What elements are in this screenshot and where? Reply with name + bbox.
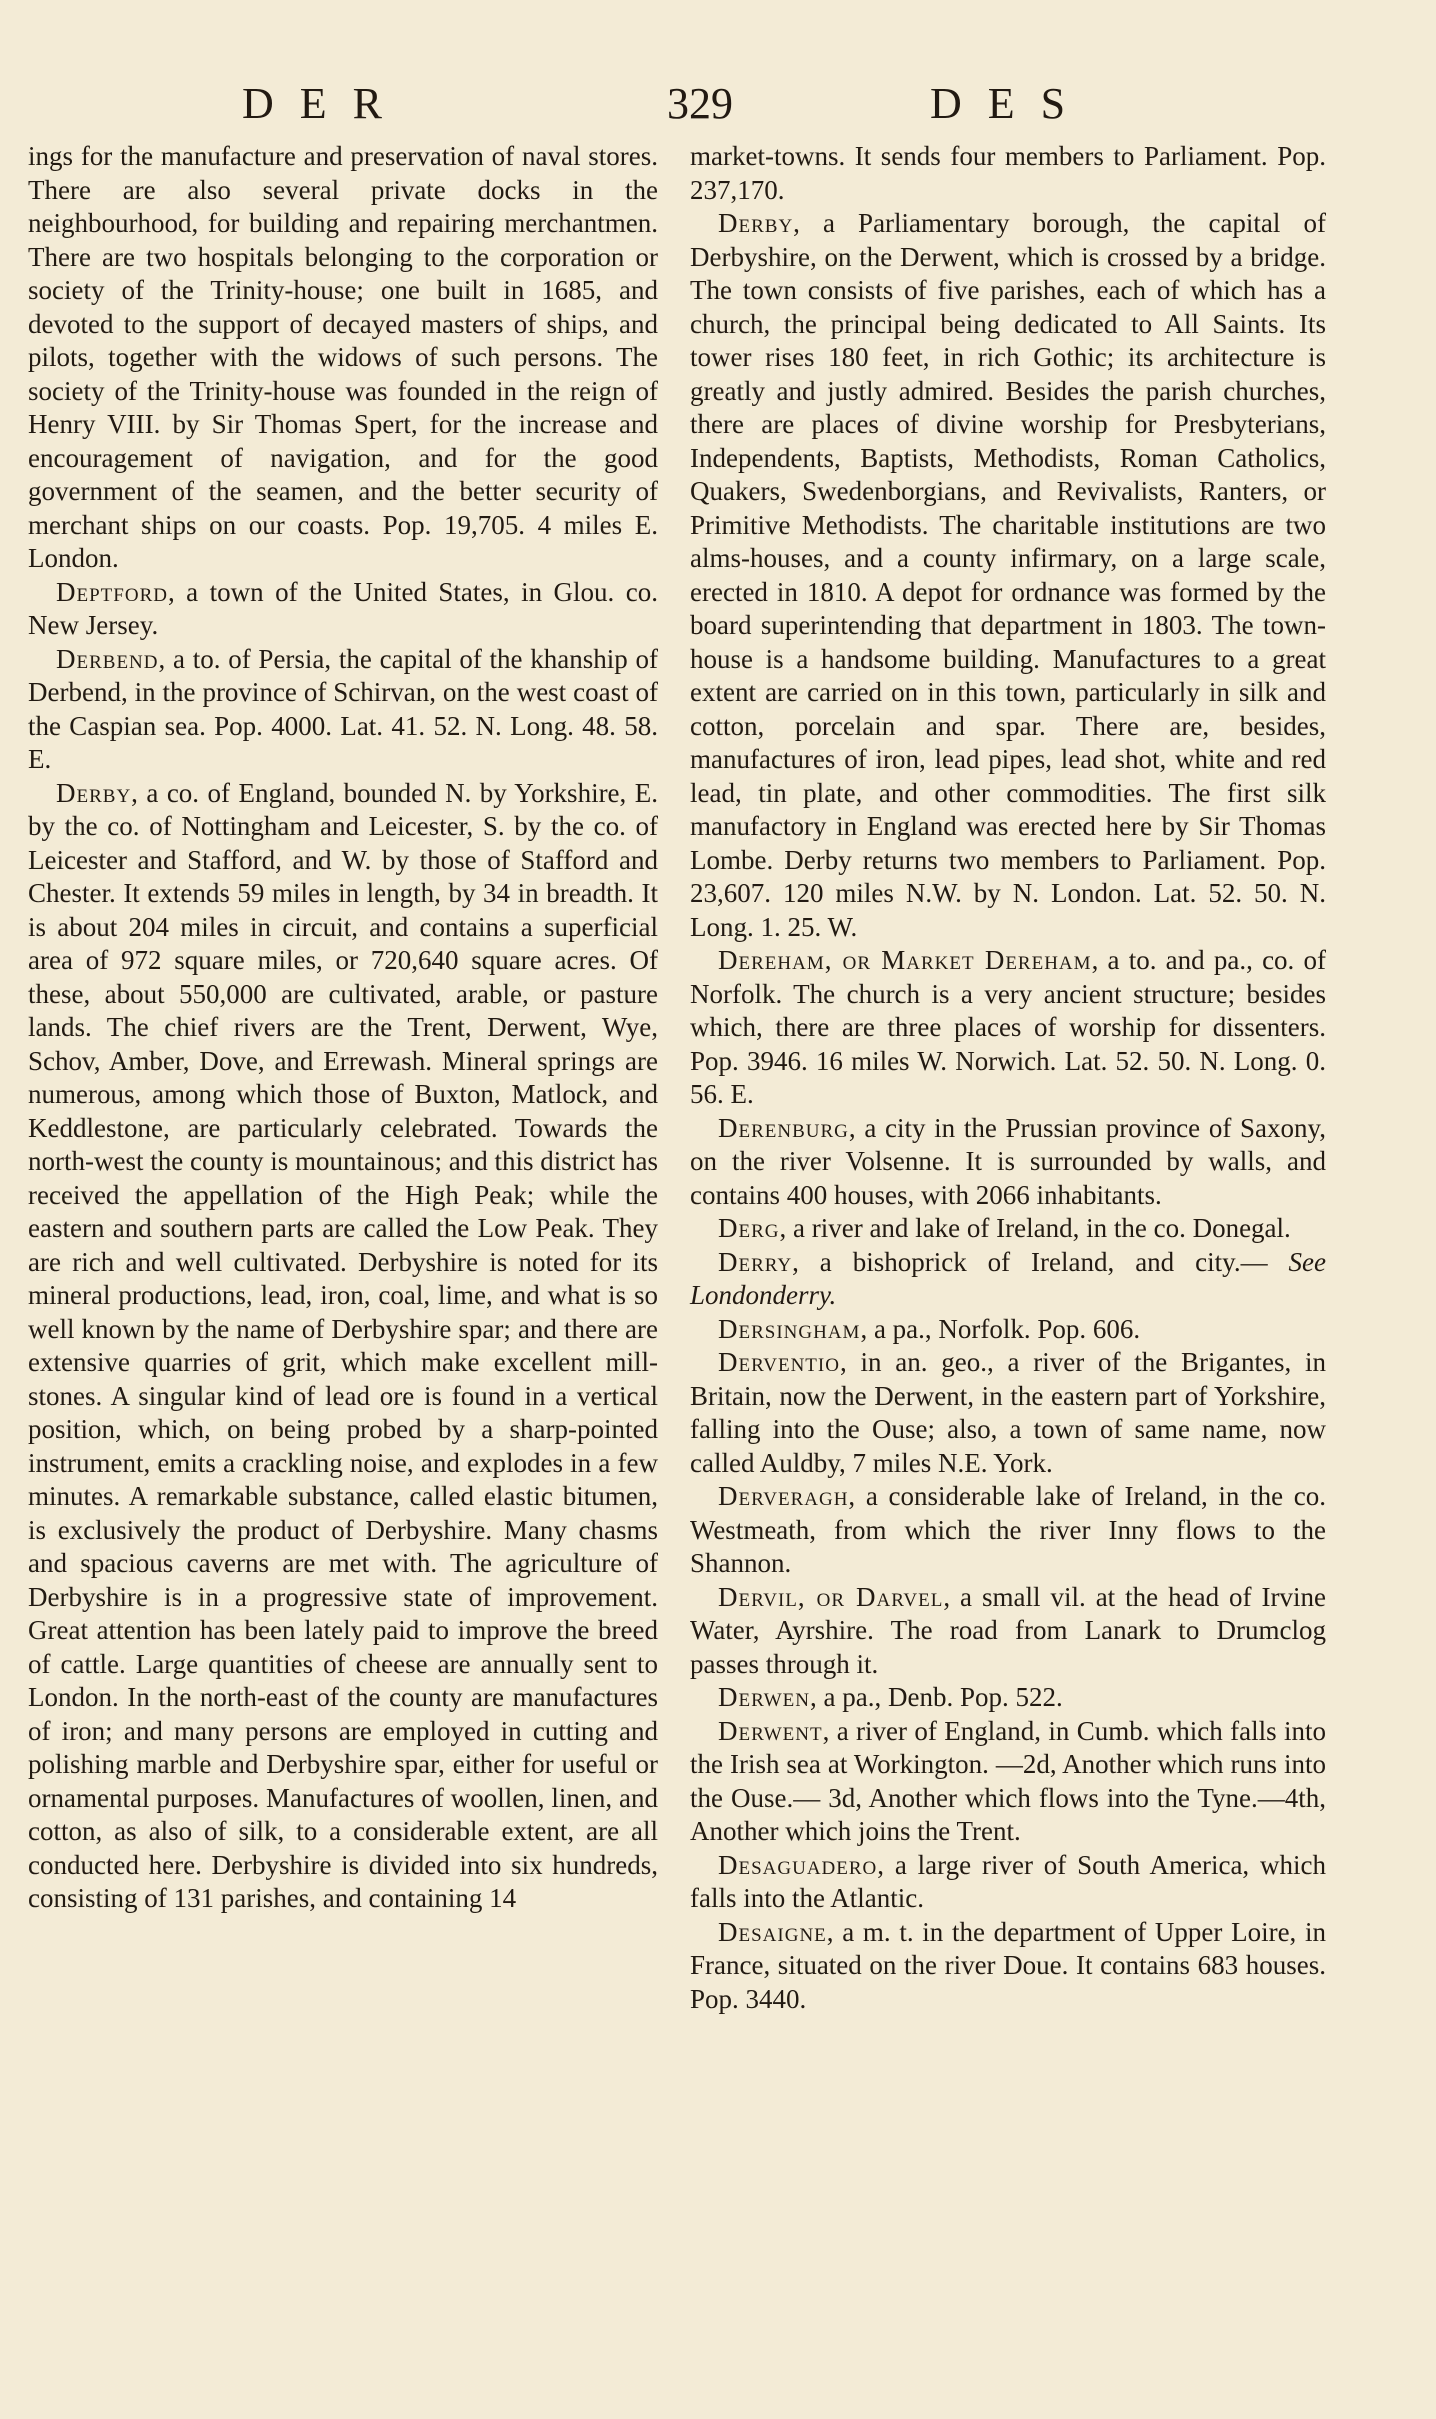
entry: [690, 1346, 1326, 1480]
entry-headword: Derby: [718, 208, 794, 238]
entry-headword: Derg: [718, 1213, 780, 1243]
entry-text: , a to. of Persia, the capital of the khanship of Derbend, in the province of Schirvan, on the west coast of the Caspian sea. Pop. 4000. Lat. 41. 52. N. Long. 48. 58. E.: [28, 643, 658, 774]
entry-headword: Dereham, or Market Dereham: [718, 945, 1092, 975]
cross-reference: See Londonderry.: [690, 1246, 1326, 1310]
entry: [28, 576, 658, 643]
entry-headword: Derbend: [56, 643, 159, 674]
entry-text: , a river and lake of Ireland, in the co. Donegal.: [779, 1213, 1291, 1243]
entry: [28, 643, 658, 777]
entry: [690, 1715, 1326, 1849]
entry: [690, 1313, 1326, 1347]
entry: [690, 1112, 1326, 1213]
entry-text: , a small vil. at the head of Irvine Water, Ayrshire. The road from Lanark to Drumclog passes through it.: [690, 1581, 1326, 1679]
entry: [690, 207, 1326, 944]
entry-text: , a Parliamentary borough, the capital of Derbyshire, on the Derwent, which is crossed by a bridge. The town consists of five parishes, each of which has a church, the principal being dedicated to All Saints. Its tower rises 180 feet, in rich Gothic; its architecture is greatly and justly admired. Besides the parish churches, there are places of divine worship for Presbyterians, Independents, Baptists, Methodists, Roman Catholics, Quakers, Swedenborgians, and Revivalists, Ranters, or Primitive Methodists. The charitable institutions are two alms-houses, and a county infirmary, on a large scale, erected in 1810. A depot for ordnance was formed by the board superintending that department in 1803. The town-house is a handsome building. Manufactures to a great extent are carried on in this town, particularly in silk and cotton, porcelain and spar. There are, besides, manufactures of iron, lead pipes, lead shot, white and red lead, tin plate, and other commodities. The first silk manufactory in England was erected here by Sir Thomas Lombe. Derby returns two members to Parliament. Pop. 23,607. 120 miles N.W. by N. London. Lat. 52. 50. N. Long. 1. 25. W.: [690, 208, 1326, 942]
entry: [690, 944, 1326, 1112]
entry-text: , a considerable lake of Ireland, in the co. Westmeath, from which the river Inny flows to the Shannon.: [690, 1481, 1326, 1578]
entry: [690, 1480, 1326, 1581]
entry-text: , a pa., Denb. Pop. 522.: [810, 1682, 1063, 1712]
page-number: 329: [667, 79, 733, 128]
entry: [690, 1581, 1326, 1682]
entry-headword: Derenburg: [718, 1112, 849, 1143]
entry-headword: Derwen: [718, 1682, 810, 1712]
entry-text: , in an. geo., a river of the Brigantes, in Britain, now the Derwent, in the eastern part of Yorkshire, falling into the Ouse; also, a town of same name, now called Auldby, 7 miles N.E. York.: [690, 1347, 1326, 1478]
entry-headword: Deptford: [56, 576, 168, 607]
entry-headword: Dersingham: [718, 1313, 861, 1344]
entry: [690, 1681, 1326, 1715]
entry: [690, 1212, 1326, 1246]
entry-text: , a to. and pa., co. of Norfolk. The church is a very ancient structure; besides which, there are three places of worship for dissenters. Pop. 3946. 16 miles W. Norwich. Lat. 52. 50. N. Long. 0. 56. E.: [690, 945, 1327, 1109]
left-column: [28, 140, 658, 1916]
entry-text: market-towns. It sends four members to Parliament. Pop. 237,170.: [690, 141, 1326, 205]
entry: [28, 140, 658, 576]
entry-text: , a pa., Norfolk. Pop. 606.: [860, 1313, 1141, 1344]
entry-headword: Derventio: [718, 1347, 840, 1377]
entry-headword: Derry: [718, 1246, 793, 1277]
entry-text: , a bishoprick of Ireland, and city.—: [792, 1246, 1289, 1277]
header-right-guide-word: DES: [930, 79, 1092, 128]
entry-text: ings for the manufacture and preservation of naval stores. There are also several private docks in the neighbourhood, for building and repairing merchantmen. There are two hospitals belonging to the corporation or society of the Trinity-house; one built in 1685, and devoted to the support of decayed masters of ships, and pilots, together with the widows of such persons. The society of the Trinity-house was founded in the reign of Henry VIII. by Sir Thomas Spert, for the increase and encouragement of navigation, and for the good government of the seamen, and the better security of merchant ships on our coasts. Pop. 19,705. 4 miles E. London.: [28, 141, 658, 573]
entry: [690, 1849, 1326, 1916]
entry-text: , a city in the Prussian province of Saxony, on the river Volsenne. It is surrounded by walls, and contains 400 houses, with 2066 inhabitants.: [690, 1112, 1326, 1210]
entry-headword: Desaigne: [718, 1916, 827, 1947]
running-header: [0, 78, 1436, 138]
entry-headword: Derby: [56, 777, 132, 808]
entry: [28, 777, 658, 1916]
entry-headword: Derveragh: [718, 1481, 849, 1511]
entry: [690, 1246, 1326, 1313]
entry-headword: Derwent: [718, 1715, 823, 1746]
entry-text: , a m. t. in the department of Upper Loire, in France, situated on the river Doue. It contains 683 houses. Pop. 3440.: [690, 1916, 1326, 2014]
header-left-guide-word: DER: [242, 79, 408, 128]
entry-text: , a town of the United States, in Glou. co. New Jersey.: [28, 576, 658, 640]
entry-headword: Dervil, or Darvel: [718, 1581, 944, 1612]
entry-headword: Desaguadero: [718, 1849, 878, 1880]
entry: [690, 140, 1326, 207]
entry-text: , a large river of South America, which falls into the Atlantic.: [690, 1849, 1326, 1913]
right-column: [690, 140, 1326, 2016]
entry-text: , a co. of England, bounded N. by Yorkshire, E. by the co. of Nottingham and Leicester, S. by the co. of Leicester and Stafford, and W. by those of Stafford and Chester. It extends 59 miles in length, by 34 in breadth. It is about 204 miles in circuit, and contains a superficial area of 972 square miles, or 720,640 square acres. Of these, about 550,000 are cultivated, arable, or pasture lands. The chief rivers are the Trent, Derwent, Wye, Schov, Amber, Dove, and Errewash. Mineral springs are numerous, among which those of Buxton, Matlock, and Keddlestone, are particularly celebrated. Towards the north-west the county is mountainous; and this district has received the appellation of the High Peak; while the eastern and southern parts are called the Low Peak. They are rich and well cultivated. Derbyshire is noted for its mineral productions, lead, iron, coal, lime, and what is so well known by the name of Derbyshire spar; and there are extensive quarries of grit, which make excellent mill-stones. A singular kind of lead ore is found in a vertical position, which, on being probed by a sharp-pointed instrument, emits a crackling noise, and explodes in a few minutes. A remarkable substance, called elastic bitumen, is exclusively the product of Derbyshire. Many chasms and spacious caverns are met with. The agriculture of Derbyshire is in a progressive state of improvement. Great attention has been lately paid to improve the breed of cattle. Large quantities of cheese are annually sent to London. In the north-east of the county are manufactures of iron; and many persons are employed in cutting and polishing marble and Derbyshire spar, either for useful or ornamental purposes. Manufactures of woollen, linen, and cotton, as also of silk, to a considerable extent, are all conducted here. Derbyshire is divided into six hundreds, consisting of 131 parishes, and containing 14: [28, 777, 658, 1913]
entry: [690, 1916, 1326, 2017]
entry-text: , a river of England, in Cumb. which falls into the Irish sea at Workington. —2d, Another which runs into the Ouse.— 3d, Another which flows into the Tyne.—4th, Another which joins the Trent.: [690, 1715, 1326, 1846]
